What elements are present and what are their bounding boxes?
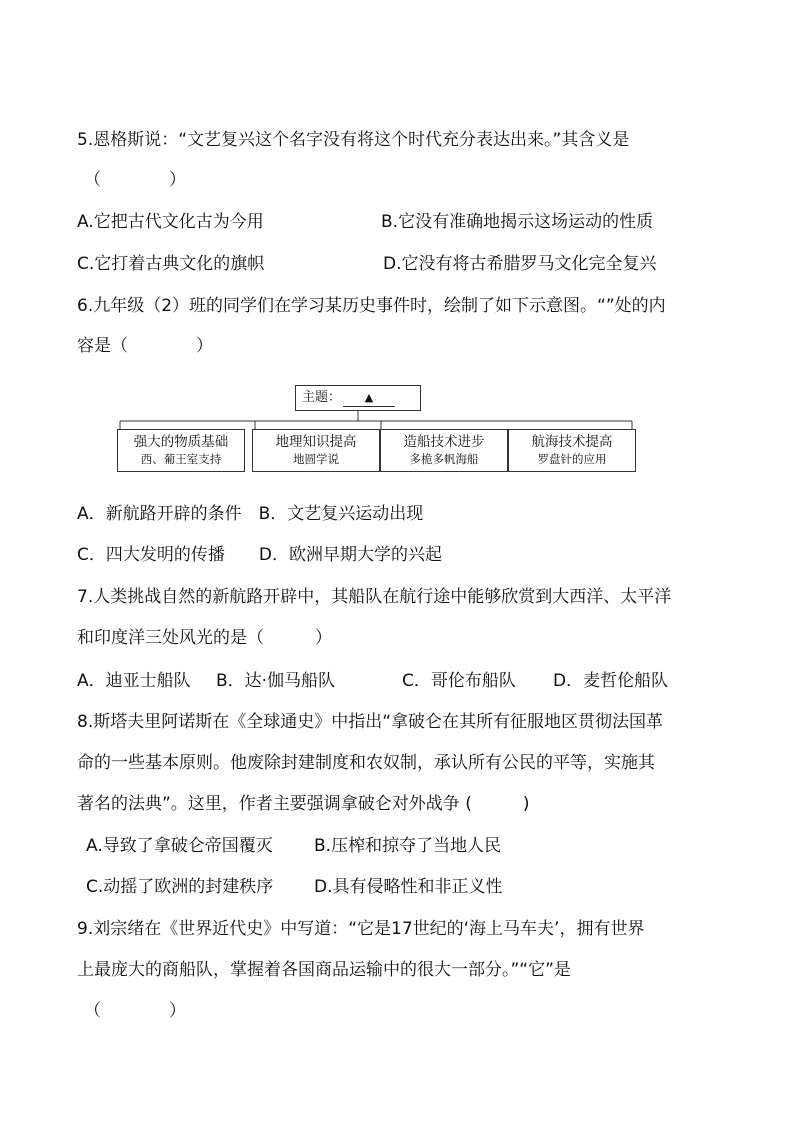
- diagram-box-1-heading: 强大的物质基础: [133, 434, 229, 450]
- q5-option-c: C.它打着古典文化的旗帜: [77, 254, 265, 274]
- diagram-box-1-detail: 西、葡王室支持: [140, 452, 222, 466]
- diagram-theme-box: [295, 385, 421, 411]
- q5-option-a: A.它把古代文化古为今用: [77, 212, 264, 232]
- q5-option-b: B.它没有准确地揭示这场运动的性质: [381, 212, 654, 232]
- q6-stem-line1: 6.九年级（2）班的同学们在学习某历史事件时，绘制了如下示意图。“”处的内: [77, 296, 666, 316]
- q7-stem-line1: 7.人类挑战自然的新航路开辟中，其船队在航行途中能够欣赏到大西洋、太平洋: [77, 587, 672, 607]
- diagram-box-3-heading: 造船技术进步: [403, 434, 485, 450]
- q8-option-d: D.具有侵略性和非正义性: [314, 877, 503, 897]
- q6-options-ab: A．新航路开辟的条件 B．文艺复兴运动出现: [77, 504, 424, 524]
- q5-stem-line1: 5.恩格斯说：“文艺复兴这个名字没有将这个时代充分表达出来。”其含义是: [77, 130, 630, 150]
- q8-stem-line1: 8.斯塔夫里阿诺斯在《全球通史》中指出“拿破仑在其所有征服地区贯彻法国革: [77, 712, 664, 732]
- diagram-box-4: [508, 429, 636, 472]
- diagram-box-3-detail: 多桅多帆海船: [409, 452, 479, 466]
- q7-option-a: A．迪亚士船队: [77, 671, 191, 691]
- q5-answer-blank: （ ）: [84, 170, 186, 190]
- diagram-box-4-heading: 航海技术提高: [531, 434, 613, 450]
- diagram-box-1: [117, 429, 245, 472]
- diagram-box-2-heading: 地理知识提高: [275, 434, 357, 450]
- diagram-box-3: [380, 429, 508, 472]
- q8-stem-line2: 命的一些基本原则。他废除封建制度和农奴制，承认所有公民的平等，实施其: [77, 753, 655, 773]
- q8-option-c: C.动摇了欧洲的封建秩序: [86, 877, 274, 897]
- diagram-box-2: [252, 429, 380, 472]
- diagram-theme-blank: ▲: [343, 390, 395, 407]
- q7-option-b: B．达·伽马船队: [216, 671, 336, 691]
- diagram-box-4-detail: 罗盘针的应用: [537, 452, 607, 466]
- q7-option-d: D．麦哲伦船队: [553, 671, 669, 691]
- diagram-theme-label: 主题：: [302, 390, 342, 405]
- q7-option-c: C．哥伦布船队: [402, 671, 516, 691]
- q5-option-d: D.它没有将古希腊罗马文化完全复兴: [383, 254, 657, 274]
- q9-answer-blank: （ ）: [84, 1001, 186, 1021]
- theme-diagram: [114, 383, 636, 477]
- q6-options-cd: C．四大发明的传播 D．欧洲早期大学的兴起: [77, 545, 442, 565]
- q9-stem-line2: 上最庞大的商船队，掌握着各国商品运输中的很大一部分。”“它”是: [77, 960, 571, 980]
- q8-option-b: B.压榨和掠夺了当地人民: [314, 836, 502, 856]
- q9-stem-line1: 9.刘宗绪在《世界近代史》中写道：“它是17世纪的‘海上马车夫’，拥有世界: [77, 919, 645, 939]
- q8-stem-line3: 著名的法典”。这里，作者主要强调拿破仑对外战争 ( ): [77, 794, 530, 814]
- diagram-box-2-detail: 地圆学说: [293, 452, 339, 466]
- q6-stem-line2: 容是（ ）: [77, 336, 213, 356]
- q8-option-a: A.导致了拿破仑帝国覆灭: [86, 836, 273, 856]
- q7-stem-line2: 和印度洋三处风光的是（ ）: [77, 628, 332, 648]
